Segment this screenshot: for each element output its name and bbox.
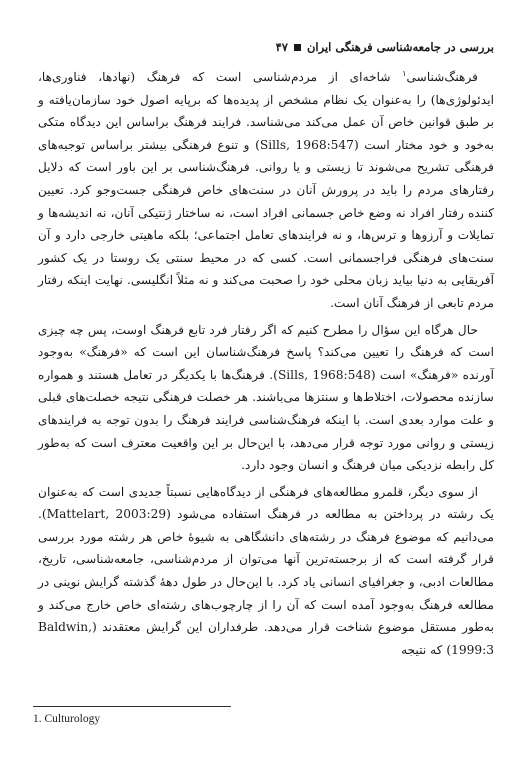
body-text: [38, 66, 494, 661]
footnote-marker: ۱: [402, 68, 407, 78]
paragraph-1: فرهنگ‌شناسی$^۱$ شاخه‌ای از مردم‌شناسی است که فرهنگ (نهادها، فناوری‌ها، ایدئولوژی‌ها) را به‌عنوان یک نظام مشخص از پدیده‌ها که برپایه اصول خود سازمان‌یافته و بر طبق قوانین خاص آن عمل می‌کند می‌شناسد. فرایند فرهنگ براساس این دیدگاه متکی به‌خود و خود مختار است (Sills, 1968:547) و تنوع فرهنگی بیشتر براساس توجیه‌های فرهنگی تشریح می‌شوند تا زیستی و یا روانی. فرهنگ‌شناسی بر این باور است که دلایل رفتارهای مردم را باید در پرورش آنان در سنت‌های خاص فرهنگی جست‌وجو کرد. تعیین کننده رفتار افراد نه وضع خاص جسمانی افراد است، نه ساختار ژنتیکی آنان، نه اندیشه‌ها و تمایلات و آرزوها و ترس‌ها، و نه فرایندهای تعامل اجتماعی؛ بلکه ماهیتی خارجی دارد و آن سنت‌های فرهنگی فراجسمانی است. کسی که در محیط سنتی یک روستا در یک کشور آفریقایی به دنیا بیاید زبان محلی خود را صحبت می‌کند و نه مثلاً انگلیسی. نهایت اینکه رفتار مردم تابعی از فرهنگ آنان است.: [38, 68, 494, 310]
page-number: ۴۷: [275, 40, 288, 54]
square-bullet-icon: [294, 44, 301, 51]
running-header: [40, 40, 494, 54]
paragraph-3: از سوی دیگر، قلمرو مطالعه‌های فرهنگی از دیدگاه‌هایی نسبتاً جدیدی است که به‌عنوان یک رشته در پرداختن به مطالعه در فرهنگ استفاده می‌شود (Mattelart, 2003:29). می‌دانیم که موضوع فرهنگ در رشته‌های دانشگاهی به شیوهٔ خاص هر رشته مورد بررسی قرار گرفته است که از برجسته‌ترین آنها می‌توان از مردم‌شناسی، جامعه‌شناسی، تاریخ، مطالعات ادبی، و جغرافیای انسانی یاد کرد. با این‌حال در طول دههٔ گذشته گرایش نوینی در مطالعه فرهنگ به‌وجود آمده است که آن را از چارچوب‌های رشته‌ای خاص خارج می‌کند و به‌طور مستقل موضوع شناخت قرار می‌دهد. طرفداران این گرایش معتقدند (Baldwin, 1999:3) که نتیجه: [38, 484, 494, 657]
footnote-divider: [33, 706, 231, 707]
footnote: 1. Culturology: [33, 713, 101, 725]
header-title: بررسی در جامعه‌شناسی فرهنگی ایران: [306, 40, 494, 54]
paragraph-2: حال هرگاه این سؤال را مطرح کنیم که اگر رفتار فرد تابع فرهنگ اوست، پس چه چیزی است که فرهنگ را تعیین می‌کند؟ پاسخ فرهنگ‌شناسان این است که «فرهنگ» به‌وجود آورنده «فرهنگ» است (Sills, 1968:548). فرهنگ‌ها با یکدیگر در تعامل هستند و همواره سازنده محصولات، اختلاط‌ها و سنتزها می‌باشند. هر خصلت فرهنگی نتیجه خصلت‌های قبلی و علت موارد بعدی است. با اینکه فرهنگ‌شناسی فرایند فرهنگ را بدون توجه به فرایندهای زیستی و روانی مورد توجه قرار می‌دهد، با این‌حال بر این واقعیت معترف است که به‌طور کل رابطه نزدیکی میان فرهنگ و انسان وجود دارد.: [38, 322, 494, 473]
